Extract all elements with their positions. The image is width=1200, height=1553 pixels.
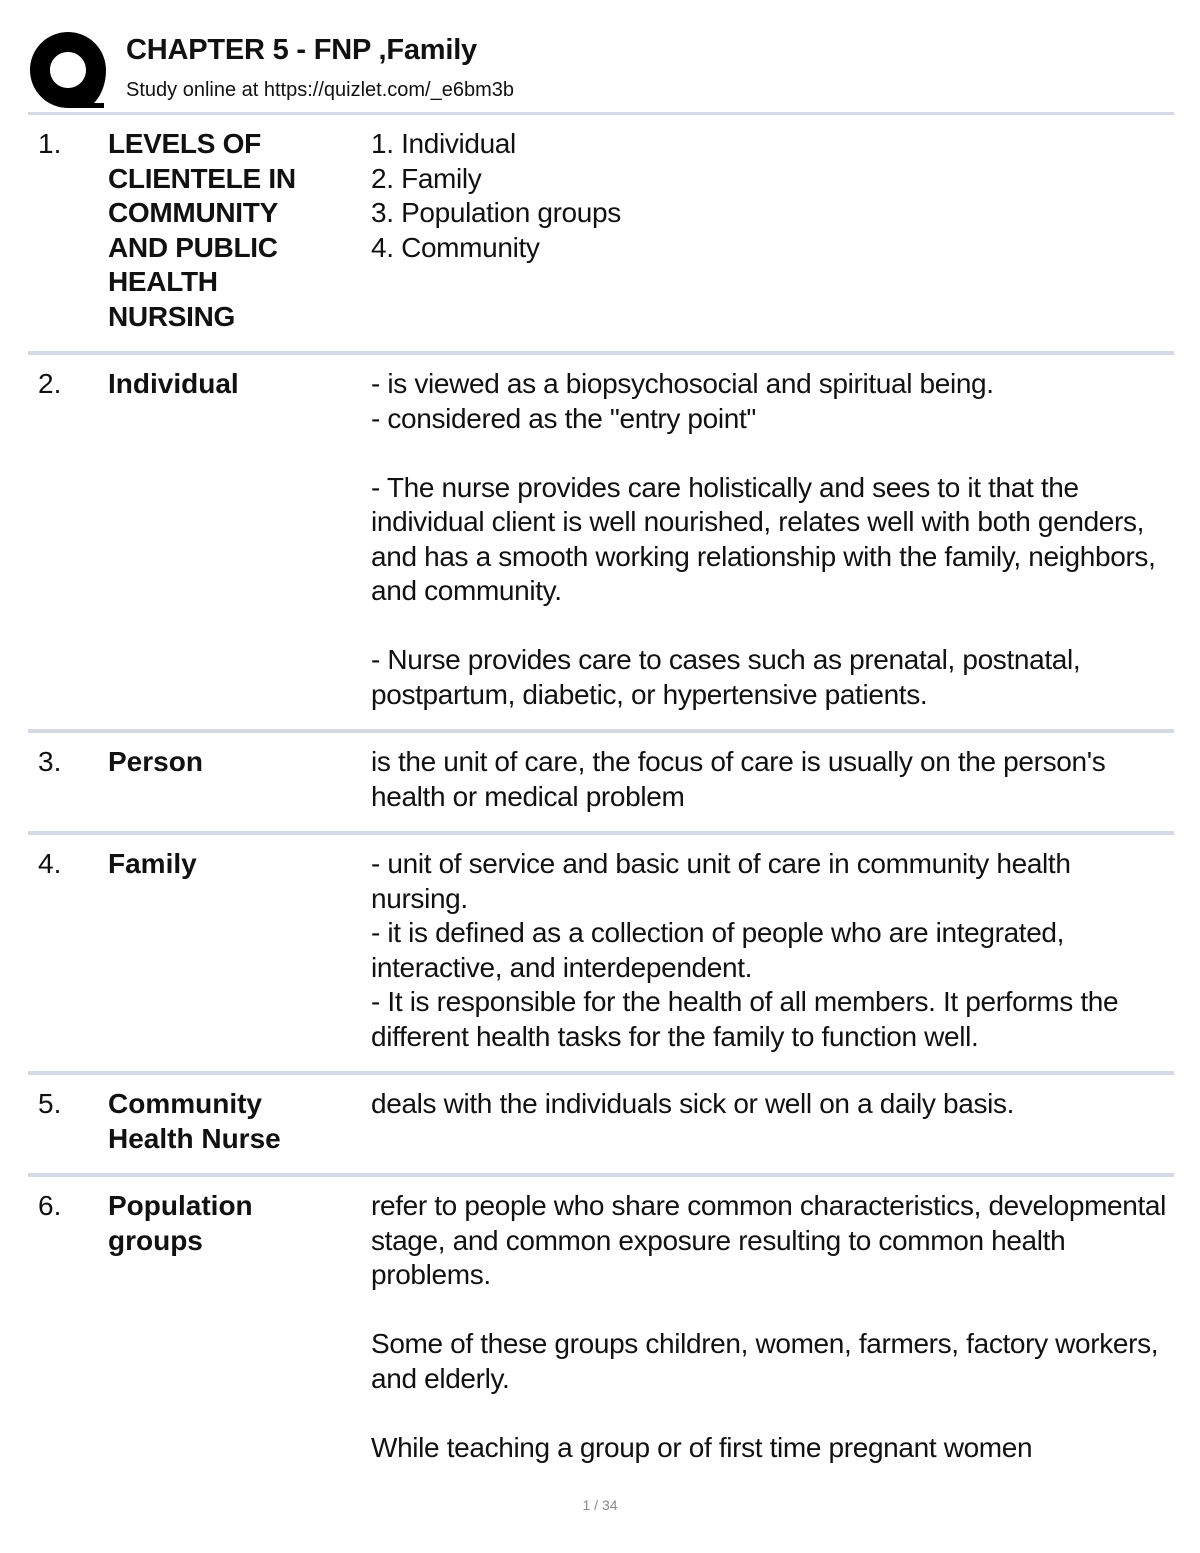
card-number: 6.: [38, 1190, 62, 1221]
card-term: Individual: [108, 368, 239, 399]
study-link-text[interactable]: Study online at https://quizlet.com/_e6bm3b: [126, 79, 515, 101]
flashcard-list: [28, 115, 1174, 1482]
card-term: Population groups: [108, 1190, 253, 1256]
card-definition: 1. Individual 2. Family 3. Population groups 4. Community: [371, 128, 621, 263]
quizlet-q-logo-icon: [28, 30, 108, 110]
page-title: CHAPTER 5 - FNP ,Family: [126, 34, 477, 66]
card-number: 5.: [38, 1088, 62, 1119]
card-number: 4.: [38, 848, 62, 879]
card-term: Family: [108, 848, 197, 879]
flashcard-row: [28, 115, 1174, 355]
card-number: 2.: [38, 368, 62, 399]
card-term: Person: [108, 746, 203, 777]
card-definition: refer to people who share common characteristics, developmental stage, and common exposure resulting to common health problems. Some of these groups children, women, farmers, factory workers, and elderly. While teaching a group or of first time pregnant women: [371, 1190, 1167, 1463]
flashcard-row: [28, 1075, 1174, 1177]
card-definition: - unit of service and basic unit of care in community health nursing. - it is defined as a collection of people who are integrated, interactive, and interdependent. - It is responsible for the health of all members. It performs the different health tasks for the family to function well.: [371, 848, 1119, 1052]
flashcard-row: [28, 1177, 1174, 1482]
card-term: LEVELS OF CLIENTELE IN COMMUNITY AND PUBLIC HEALTH NURSING: [108, 128, 296, 332]
card-number: 1.: [38, 128, 62, 159]
flashcard-row: [28, 355, 1174, 733]
card-term: Community Health Nurse: [108, 1088, 281, 1154]
card-definition: is the unit of care, the focus of care is usually on the person's health or medical problem: [371, 746, 1113, 812]
flashcard-row: [28, 835, 1174, 1075]
card-definition: - is viewed as a biopsychosocial and spiritual being. - considered as the "entry point" - The nurse provides care holistically and sees to it that the individual client is well nourished, relates well with both genders, and has a smooth working relationship with the family, neighbors, and community. - Nurse provides care to cases such as prenatal, postnatal, postpartum, diabetic, or hypertensive patients.: [371, 368, 1156, 710]
flashcard-row: [28, 733, 1174, 835]
page-header: [28, 26, 1174, 114]
card-number: 3.: [38, 746, 62, 777]
page-number: 1 / 34: [582, 1497, 618, 1513]
card-definition: deals with the individuals sick or well on a daily basis.: [371, 1088, 1015, 1119]
